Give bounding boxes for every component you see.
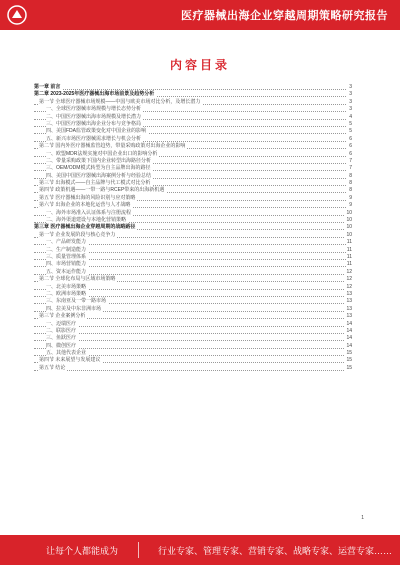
- toc-entry-label: 第四节 政策机遇——一带一路与RCEP带来的出海新机遇: [39, 187, 165, 194]
- toc-entry[interactable]: [34, 335, 352, 342]
- toc-entry-page: 8: [349, 180, 352, 187]
- toc-entry[interactable]: [34, 224, 352, 231]
- toc-entry-page: 11: [346, 239, 352, 246]
- toc-entry-label: 第二节 国内外医疗器械监管趋势，带量采购政策对出海企业的影响: [39, 143, 186, 150]
- toc-entry[interactable]: [34, 306, 352, 313]
- toc-entry-label: 四、拉美及中东非洲市场: [46, 305, 102, 312]
- toc-entry-page: 7: [349, 157, 352, 164]
- toc-entry[interactable]: [34, 128, 352, 135]
- toc-entry-page: 11: [346, 253, 352, 260]
- toc-entry-page: 8: [349, 187, 352, 194]
- toc-entry-page: 11: [346, 246, 352, 253]
- toc-entry-page: 10: [346, 224, 352, 231]
- toc-entry-page: 7: [349, 165, 352, 172]
- toc-entry-label: 三、质量管理体系: [46, 253, 87, 260]
- report-title: 医疗器械出海企业穿越周期策略研究报告: [181, 10, 388, 22]
- toc-entry-label: 第五节 医疗器械出海的风险识别与应对策略: [39, 194, 136, 201]
- toc-entry-page: 3: [349, 98, 352, 105]
- toc-entry-page: 14: [346, 342, 352, 349]
- toc-entry-page: 5: [349, 128, 352, 135]
- toc-entry[interactable]: [34, 210, 352, 217]
- toc-entry[interactable]: [34, 247, 352, 254]
- toc-entry-page: 11: [346, 261, 352, 268]
- toc-entry-page: 15: [346, 350, 352, 357]
- footer-divider: [138, 542, 139, 558]
- toc-entry-page: 12: [346, 283, 352, 290]
- toc-entry-label: 四、美国FDA监管政策变化对中国企业的影响: [46, 128, 147, 135]
- toc-entry-label: 第三节 出海模式——自主品牌与代工模式对比分析: [39, 180, 151, 187]
- toc-entry-page: 14: [346, 327, 352, 334]
- page-number: 1: [361, 515, 364, 521]
- toc-entry[interactable]: [34, 114, 352, 121]
- toc-entry-page: 13: [346, 313, 352, 320]
- toc-entry-page: 10: [346, 231, 352, 238]
- toc-heading: 内容目录: [169, 58, 230, 72]
- toc-entry-label: 三、鱼跃医疗: [46, 335, 77, 342]
- toc-entry[interactable]: [34, 202, 352, 209]
- toc-entry-label: 第二章 2023-2025年医疗器械出海市场前景及趋势分析: [34, 91, 155, 98]
- toc-entry[interactable]: [34, 261, 352, 268]
- toc-entry[interactable]: [34, 328, 352, 335]
- toc-entry-page: 8: [349, 172, 352, 179]
- toc-entry-page: 10: [346, 217, 352, 224]
- toc-entry-label: 第三节 企业案例分析: [39, 313, 86, 320]
- toc-entry-page: 10: [346, 209, 352, 216]
- toc-entry-label: 第六节 出海企业的本地化运营与人才战略: [39, 202, 131, 209]
- toc-entry-page: 13: [346, 298, 352, 305]
- toc-entry-label: 四、市场营销能力: [46, 261, 87, 268]
- toc-entry[interactable]: [34, 239, 352, 246]
- toc-leader: [34, 89, 346, 90]
- toc-entry[interactable]: [34, 165, 352, 172]
- toc-entry-label: 三、中国医疗器械出海企业分布与竞争格局: [46, 120, 142, 127]
- toc-entry-page: 6: [349, 135, 352, 142]
- toc-entry[interactable]: [34, 106, 352, 113]
- toc-entry-label: 一、海外市场准入认证体系与注册流程: [46, 209, 132, 216]
- toc-entry-label: 二、带量采购政策下国内企业转型出海路径分析: [46, 157, 152, 164]
- toc-entry-label: 二、欧洲市场策略: [46, 290, 87, 297]
- toc-entry[interactable]: [34, 298, 352, 305]
- toc-entry-page: 15: [346, 364, 352, 371]
- footer-bar: [0, 535, 400, 565]
- toc-entry-label: 二、联影医疗: [46, 327, 77, 334]
- toc-entry-label: 第三章 医疗器械出海企业穿越周期的战略路径: [34, 224, 136, 231]
- toc-entry-page: 14: [346, 320, 352, 327]
- footer-tagline: 行业专家、管理专家、营销专家、战略专家、运营专家……: [158, 546, 393, 556]
- toc-entry[interactable]: [34, 143, 352, 150]
- toc-entry[interactable]: [34, 173, 352, 180]
- toc-entry-page: 15: [346, 357, 352, 364]
- toc-leader: [34, 326, 346, 327]
- toc-entry-label: 二、海外渠道建设与本地化营销策略: [46, 217, 127, 224]
- toc-entry-label: 第一章 前言: [34, 84, 61, 90]
- toc-entry-page: 3: [349, 91, 352, 98]
- toc-leader: [34, 370, 346, 371]
- toc-entry-page: 6: [349, 143, 352, 150]
- toc-entry-label: 第五节 结论: [39, 364, 66, 371]
- toc-entry-label: 一、迈瑞医疗: [46, 320, 77, 327]
- toc-entry-label: 五、其他代表企业: [46, 350, 87, 357]
- toc-entry-label: 一、产品研发能力: [46, 239, 87, 246]
- toc-entry[interactable]: [34, 357, 352, 364]
- logo-icon: [6, 4, 28, 26]
- toc-entry-label: 一、全球医疗器械市场规模与增长态势分析: [46, 106, 142, 113]
- toc-entry-label: 第四节 未来展望与发展建议: [39, 357, 101, 364]
- toc-entry[interactable]: [34, 276, 352, 283]
- table-of-contents: [34, 84, 352, 372]
- toc-entry-page: 3: [349, 106, 352, 113]
- toc-entry[interactable]: [34, 365, 352, 372]
- toc-entry-label: 第二节 全球化布局与区域市场策略: [39, 276, 116, 283]
- toc-entry-page: 6: [349, 150, 352, 157]
- toc-entry-page: 4: [349, 113, 352, 120]
- toc-entry-label: 四、美国中国医疗器械出海案例分析与经验总结: [46, 172, 152, 179]
- toc-entry-page: 12: [346, 276, 352, 283]
- toc-entry-label: 第一节 企业发展阶段与核心竞争力: [39, 231, 116, 238]
- toc-entry-label: 五、新兴市场医疗器械需求增长与机会分析: [46, 135, 142, 142]
- footer-slogan: 让每个人都能成为: [46, 546, 119, 556]
- toc-entry-label: 二、生产制造能力: [46, 246, 87, 253]
- toc-entry-label: 四、微创医疗: [46, 342, 77, 349]
- toc-entry[interactable]: [34, 343, 352, 350]
- toc-entry-label: 五、资本运作能力: [46, 268, 87, 275]
- toc-entry-page: 3: [349, 84, 352, 90]
- toc-entry-page: 9: [349, 202, 352, 209]
- toc-entry-label: 第一节 全球医疗器械市场规模——中国与欧美市场对比分析，及增长潜力: [39, 98, 201, 105]
- toc-entry-page: 13: [346, 305, 352, 312]
- toc-entry-page: 14: [346, 335, 352, 342]
- toc-entry-page: 9: [349, 194, 352, 201]
- toc-entry-label: 二、中国医疗器械出海市场规模及增长潜力: [46, 113, 142, 120]
- toc-entry-page: 12: [346, 268, 352, 275]
- toc-entry-page: 5: [349, 120, 352, 127]
- toc-entry[interactable]: [34, 313, 352, 320]
- header-bar: [0, 0, 400, 30]
- toc-leader: [34, 348, 346, 349]
- toc-entry-label: 一、欧盟MDR法规实施对中国企业出口的影响分析: [46, 150, 158, 157]
- toc-entry-page: 13: [346, 290, 352, 297]
- toc-entry[interactable]: [34, 187, 352, 194]
- toc-entry[interactable]: [34, 151, 352, 158]
- toc-entry[interactable]: [34, 91, 352, 98]
- toc-leader: [34, 340, 346, 341]
- toc-leader: [34, 333, 346, 334]
- toc-entry-label: 三、OEM/ODM模式转型为自主品牌出海的路径: [46, 165, 151, 172]
- toc-entry-label: 三、东南亚及一带一路市场: [46, 298, 107, 305]
- toc-entry-label: 一、北美市场策略: [46, 283, 87, 290]
- toc-entry[interactable]: [34, 284, 352, 291]
- toc-entry[interactable]: [34, 321, 352, 328]
